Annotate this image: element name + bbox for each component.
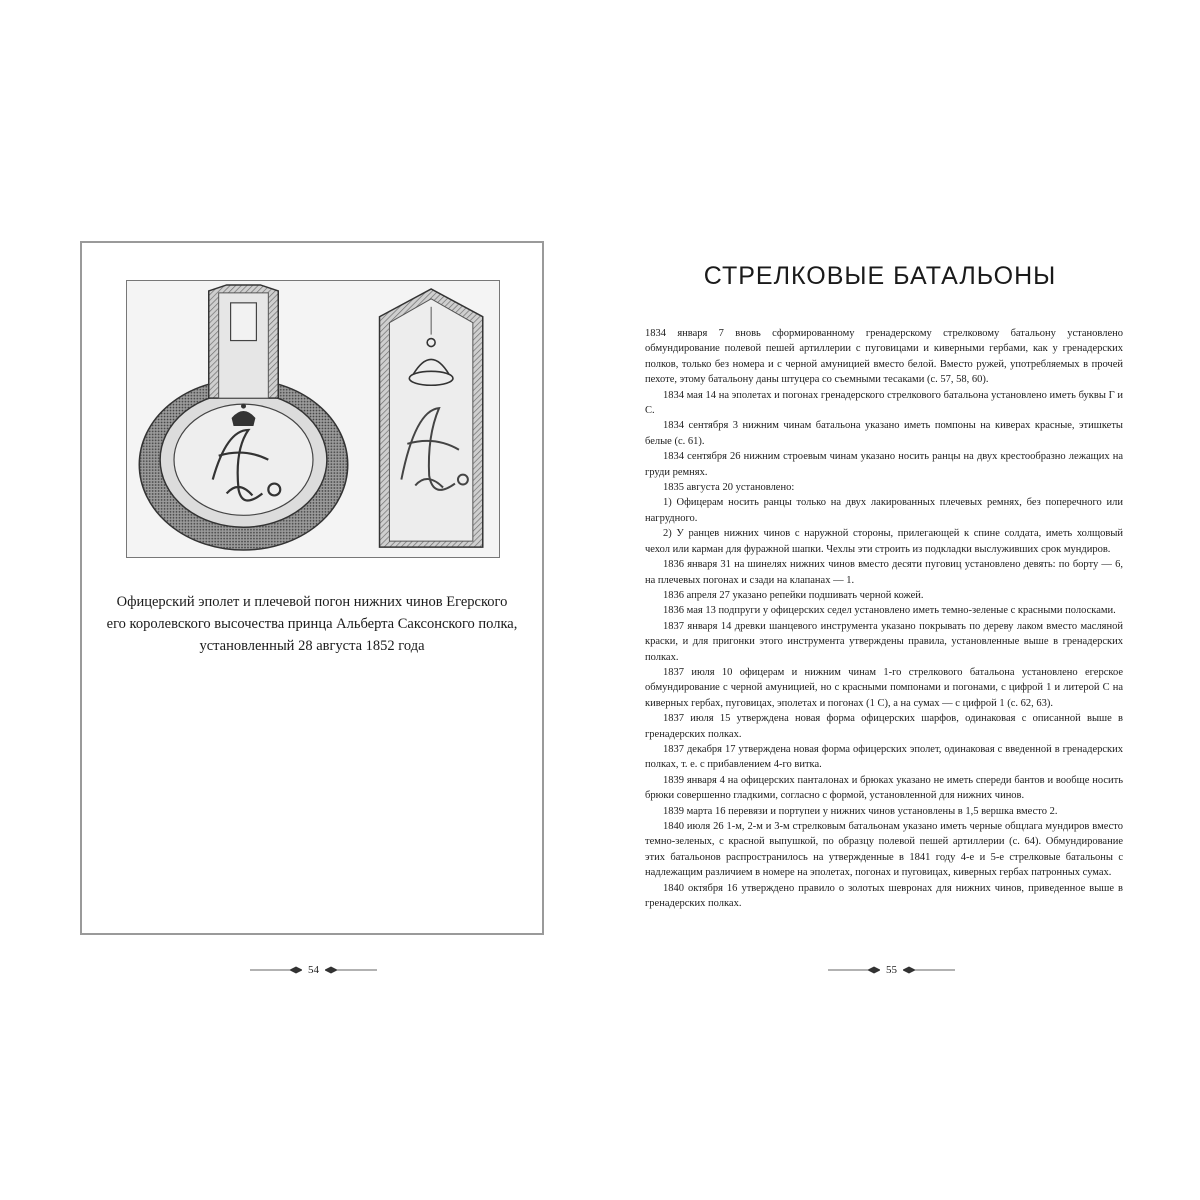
paragraph: 1834 мая 14 на эполетах и погонах гренадерского стрелкового батальона установлено иметь буквы Г и С. — [645, 389, 1123, 417]
paragraph: 1834 сентября 3 нижним чинам батальона указано иметь помпоны на киверах красные, этишкеты белые (с. 61). — [645, 420, 1123, 447]
paragraph: 1) Офицерам носить ранцы только на двух лакированных плечевых ремнях, без поперечного или нагрудного. — [645, 497, 1123, 524]
page-number: 54 — [308, 964, 319, 976]
paragraph: 1836 января 31 на шинелях нижних чинов вместо десяти пуговиц установлено девять: по борту — 6, на плечевых погонах и сзади на клапанах — 1. — [645, 559, 1123, 586]
paragraph: 1834 января 7 вновь сформированному гренадерскому стрелковому батальону установлено обмундирование полевой пешей артиллерии с пуговицами и киверными гербами, как у гренадерских полков, только без номера и с черной амуницией вместо белой. Вместо ружей, употребляемых в прочей пехоте, этому батальону даны штуцера со съемными тесаками (с. 57, 58, 60). — [645, 328, 1123, 386]
ornament-left-icon — [828, 966, 880, 974]
ornament-right-icon — [903, 966, 955, 974]
paragraph: 2) У ранцев нижних чинов с наружной стороны, прилегающей к спине солдата, иметь холщовый чехол или карман для фуражной шапки. Чехлы эти строить из подкладки выслуживших срок мундиров. — [645, 528, 1123, 555]
caption-line: установленный 28 августа 1852 года — [199, 638, 425, 654]
paragraph: 1839 января 4 на офицерских панталонах и брюках указано не иметь спереди бантов и вообще носить брюки совершенно гладкими, согласно с формой, установленной для нижних чинов. — [645, 774, 1123, 802]
epaulette-illustration — [126, 280, 500, 558]
paragraph: 1836 апреля 27 указано репейки подшивать черной кожей. — [663, 589, 924, 601]
officer-epaulette-drawing — [139, 285, 347, 550]
paragraph: 1834 сентября 26 нижним строевым чинам указано носить ранцы на двух крестообразно лежащих на груди ремнях. — [645, 451, 1123, 478]
paragraph: 1836 мая 13 подпруги у офицерских седел установлено иметь темно-зеленые с красными полосками. — [663, 605, 1116, 617]
paragraph: 1839 марта 16 перевязи и портупеи у нижних чинов установлены в 1,5 вершка вместо 2. — [663, 805, 1058, 817]
paragraph: 1835 августа 20 установлено: — [663, 482, 795, 494]
page-number-right — [828, 962, 955, 978]
ornament-right-icon — [325, 966, 377, 974]
chapter-body — [645, 326, 1123, 911]
page-number: 55 — [886, 964, 897, 976]
left-page-frame — [80, 241, 544, 935]
page-number-left — [250, 962, 377, 978]
paragraph: 1837 декабря 17 утверждена новая форма офицерских эполет, одинаковая с введенной в гренадерских полках, т. е. с прибавлением 4-го витка. — [645, 743, 1123, 771]
chapter-title: СТРЕЛКОВЫЕ БАТАЛЬОНЫ — [703, 262, 1057, 290]
paragraph: 1837 июля 15 утверждена новая форма офицерских шарфов, одинаковая с описанной выше в гренадерских полках. — [645, 713, 1123, 740]
illustration-caption — [102, 591, 522, 657]
caption-line: его королевского высочества принца Альберта Саксонского полка, — [106, 616, 518, 632]
paragraph: 1840 октября 16 утверждено правило о золотых шевронах для нижних чинов, приведенное выше в гренадерских полках. — [645, 882, 1123, 910]
paragraph: 1837 июля 10 офицерам и нижним чинам 1-го стрелкового батальона установлено егерское обмундирование с черной амуницией, но с красными помпонами и погонами, с цифрой 1 и литерой С на киверных гербах, пуговицах, эполетах и погонах (1 С), а на сумах — с цифрой 1 (с. 62, 63). — [645, 666, 1123, 709]
caption-line: Офицерский эполет и плечевой погон нижних чинов Егерского — [116, 594, 508, 610]
ornament-left-icon — [250, 966, 302, 974]
paragraph: 1837 января 14 древки шанцевого инструмента указано покрывать по дереву лаком вместо масляной краски, и для пригонки этого инструмента утверждены правила, установленные выше в гренадерских полках. — [645, 620, 1123, 663]
paragraph: 1840 июля 26 1-м, 2-м и 3-м стрелковым батальонам указано иметь черные общлага мундиров вместо темно-зеленых, с красной выпушкой, по образцу полевой пешей артиллерии (с. 64). Обмундирование этих батальонов распространилось на утвержденные в 1841 году 4-е и 5-е стрелковые батальоны с надлежащим различием в номере на эполетах, погонах и пуговицах, киверных гербах патронных сумах. — [645, 821, 1123, 879]
shoulder-strap-drawing — [380, 289, 483, 547]
